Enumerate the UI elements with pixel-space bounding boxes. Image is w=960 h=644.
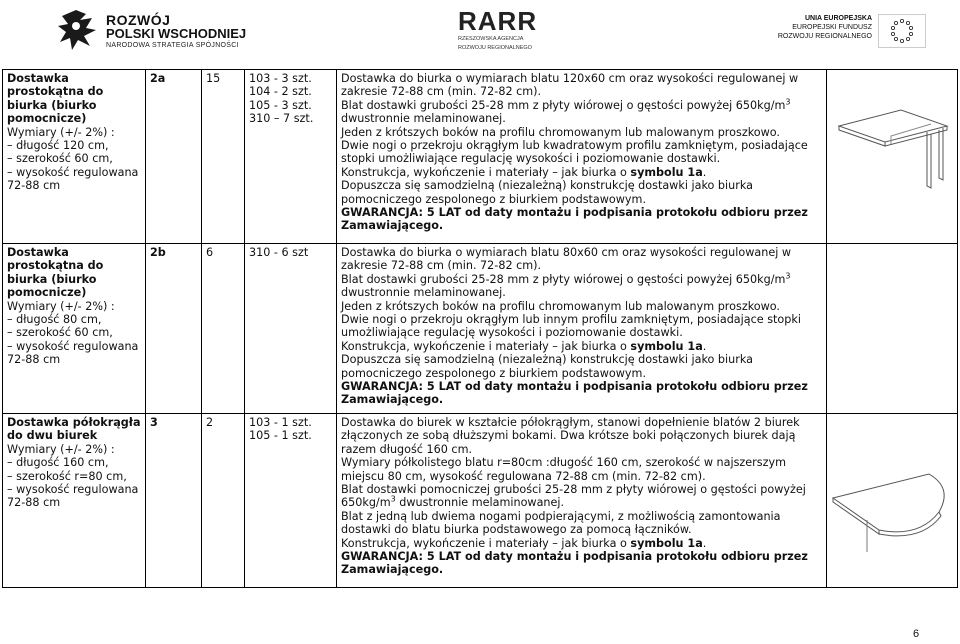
rarr-logo-title: RARR: [458, 6, 538, 36]
desc-line: Wymiary półkolistego blatu r=80cm :długość 160 cm, szerokość w najszerszym miejscu 80 cm, wysokość regulowana 72-88 cm (min. 72-82 cm).: [341, 456, 787, 483]
room-item: 104 - 2 szt.: [249, 85, 312, 99]
quantity-cell: 2: [202, 414, 245, 588]
rectangular-desk-extension-drawing: [831, 104, 951, 204]
room-item: 105 - 3 szt.: [249, 98, 312, 112]
eu-flag-icon: [878, 14, 926, 48]
logo-left-line3: NARODOWA STRATEGIA SPÓJNOŚCI: [106, 42, 239, 49]
dim-item: – długość 120 cm,: [7, 139, 109, 153]
item-name-cell: [3, 244, 146, 414]
desc-line: Blat dostawki grubości 25-28 mm z płyty wiórowej o gęstości powyżej $650kg/m^3$ dwustronnie melaminowanej.: [341, 271, 791, 300]
specification-table: [2, 69, 958, 588]
rarr-logo-sub1: RZESZOWSKA AGENCJA: [458, 36, 524, 42]
guarantee-text: GWARANCJA: 5 LAT od daty montażu i podpisania protokołu odbioru przez Zamawiającego.: [341, 206, 808, 233]
guarantee-text: GWARANCJA: 5 LAT od daty montażu i podpisania protokołu odbioru przez Zamawiającego.: [341, 550, 808, 577]
rarr-logo-sub2: ROZWOJU REGIONALNEGO: [458, 45, 532, 51]
dims-label: Wymiary (+/- 2%) :: [7, 125, 115, 139]
item-name-cell: [3, 414, 146, 588]
page-number: 6: [913, 628, 920, 640]
dims-label: Wymiary (+/- 2%) :: [7, 442, 115, 456]
desc-line: Jeden z krótszych boków na profilu chromowanym lub malowanym proszkowo.: [341, 125, 780, 139]
product-image-cell: [827, 70, 958, 244]
room-item: 105 - 1 szt.: [249, 429, 312, 443]
table-row: [3, 70, 958, 244]
desc-line: Jeden z krótszych boków na profilu chromowanym lub malowanym proszkowo.: [341, 299, 780, 313]
desc-line: Dostawka do biurek w kształcie półokrągłym, stanowi dopełnienie blatów 2 biurek złączonych ze sobą dłuższymi bokami. Dwa krótsze boki połączonych biurek dają razem długość 160 cm.: [341, 416, 800, 456]
semicircular-desk-extension-drawing: [829, 468, 953, 558]
eu-logo-line3: ROZWOJU REGIONALNEGO: [777, 33, 872, 40]
dim-item: – wysokość regulowana 72-88 cm: [7, 339, 139, 367]
rooms-cell: [245, 244, 337, 414]
symbol-cell: 2b: [146, 244, 202, 414]
desc-line: Dwie nogi o przekroju okrągłym lub innym profilu zamkniętym, posiadające stopki umożliwiające regulację wysokości i poziomowanie dostawki.: [341, 313, 801, 340]
quantity-cell: 6: [202, 244, 245, 414]
description-cell: [337, 414, 827, 588]
eu-logo-line2: EUROPEJSKI FUNDUSZ: [792, 24, 872, 31]
desc-line: Dwie nogi o przekroju okrągłym lub kwadratowym profilu zamkniętym, posiadające stopki umożliwiające regulację wysokości i poziomowanie dostawki.: [341, 139, 808, 166]
quantity-cell: 15: [202, 70, 245, 244]
dim-item: – szerokość r=80 cm,: [7, 469, 127, 483]
dim-item: – wysokość regulowana 72-88 cm: [7, 165, 139, 193]
desc-line: Konstrukcja, wykończenie i materiały – jak biurka o symbolu 1a.: [341, 165, 707, 179]
dim-item: – długość 80 cm,: [7, 313, 102, 327]
dim-item: – wysokość regulowana 72-88 cm: [7, 483, 139, 510]
room-item: 310 – 7 szt.: [249, 112, 314, 126]
desc-line: Konstrukcja, wykończenie i materiały – jak biurka o symbolu 1a.: [341, 536, 707, 550]
desc-line: Dopuszcza się samodzielną (niezależną) konstrukcję dostawki jako biurka pomocniczego zespolonego z biurkiem podstawowym.: [341, 353, 753, 380]
page-header: [0, 0, 960, 62]
symbol-cell: 3: [146, 414, 202, 588]
desc-line: Dostawka do biurka o wymiarach blatu 120x60 cm oraz wysokości regulowanej w zakresie 72-88 cm (min. 72-82 cm).: [341, 72, 799, 99]
eu-logo-text: [760, 14, 872, 41]
room-item: 103 - 1 szt.: [249, 416, 312, 429]
room-item: 103 - 3 szt.: [249, 72, 312, 85]
product-image-cell: [827, 414, 958, 588]
table-row: [3, 244, 958, 414]
guarantee-text: GWARANCJA: 5 LAT od daty montażu i podpisania protokołu odbioru przez Zamawiającego.: [341, 380, 808, 407]
eagle-emblem-icon: [56, 6, 100, 54]
dim-item: – długość 160 cm,: [7, 456, 109, 470]
rarr-logo: [458, 8, 548, 52]
rooms-cell: [245, 414, 337, 588]
desc-line: Dostawka do biurka o wymiarach blatu 80x60 cm oraz wysokości regulowanej w zakresie 72-88 cm (min. 72-82 cm).: [341, 246, 792, 273]
eu-logo: [760, 14, 940, 56]
table-row: [3, 414, 958, 588]
desc-line: Konstrukcja, wykończenie i materiały – jak biurka o symbolu 1a.: [341, 339, 707, 353]
description-cell: [337, 70, 827, 244]
desc-line: Blat dostawki pomocniczej grubości 25-28 mm z płyty wiórowej o gęstości powyżej $650kg/m^3$ dwustronnie melaminowanej.: [341, 483, 806, 510]
eu-logo-line1: UNIA EUROPEJSKA: [804, 15, 872, 22]
room-item: 310 - 6 szt: [249, 246, 309, 259]
dim-item: – szerokość 60 cm,: [7, 152, 113, 166]
logo-left-line2: POLSKI WSCHODNIEJ: [106, 26, 247, 41]
rooms-cell: [245, 70, 337, 244]
desc-line: Blat z jedną lub dwiema nogami podpierającymi, z możliwością zamontowania dostawki do blatu biurka podstawowego za pomocą łączników.: [341, 509, 781, 537]
item-name-cell: [3, 70, 146, 244]
logo-left-line1: ROZWÓJ: [106, 12, 171, 28]
description-cell: [337, 244, 827, 414]
desc-line: Blat dostawki grubości 25-28 mm z płyty wiórowej o gęstości powyżej $650kg/m^3$ dwustronnie melaminowanej.: [341, 97, 791, 126]
symbol-cell: 2a: [146, 70, 202, 244]
item-title: Dostawka półokrągła do dwu biurek: [7, 416, 141, 443]
desc-line: Dopuszcza się samodzielną (niezależną) konstrukcję dostawki jako biurka pomocniczego zespolonego z biurkiem podstawowym.: [341, 179, 753, 206]
item-title: Dostawka prostokątna do biurka (biurko pomocnicze): [7, 72, 104, 126]
dims-label: Wymiary (+/- 2%) :: [7, 299, 115, 313]
item-title: Dostawka prostokątna do biurka (biurko pomocnicze): [7, 246, 104, 300]
dim-item: – szerokość 60 cm,: [7, 326, 113, 340]
product-image-cell: [827, 244, 958, 414]
rozwoj-polski-wschodniej-logo: [56, 6, 256, 54]
